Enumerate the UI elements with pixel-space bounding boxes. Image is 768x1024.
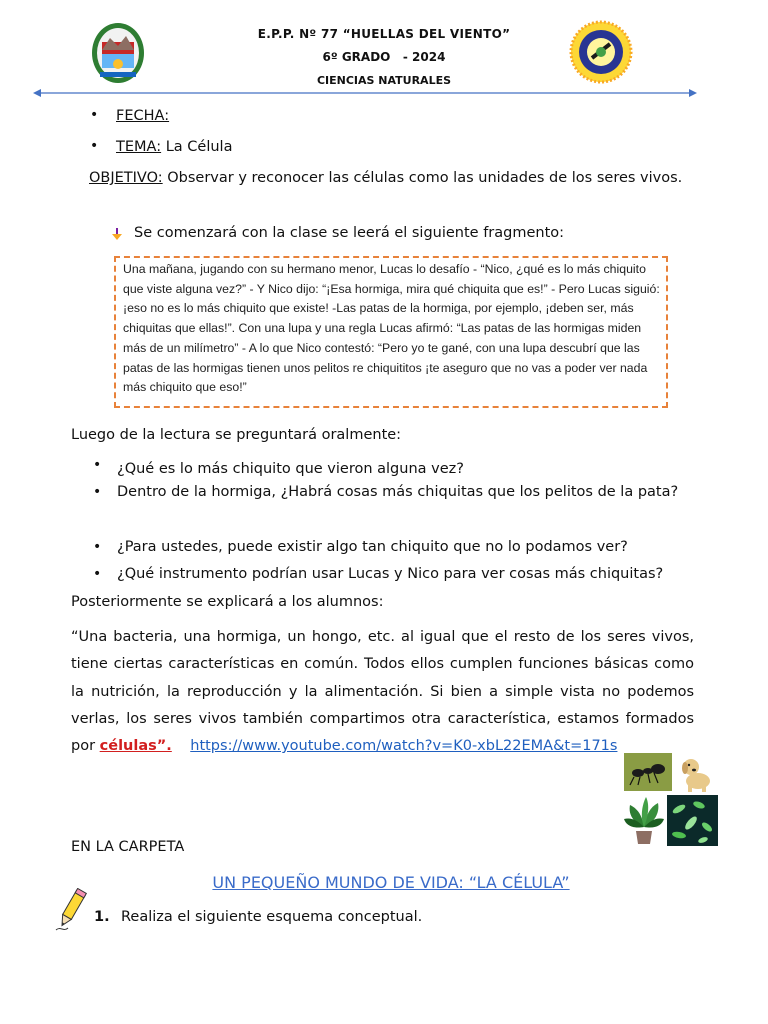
intro-line: Se comenzará con la clase se leerá el siguiente fragmento:: [134, 225, 565, 241]
objetivo-label: OBJETIVO:: [89, 170, 163, 186]
bullet-icon: •: [90, 138, 99, 154]
school-name: E.P.P. Nº 77 “HUELLAS DEL VIENTO”: [257, 27, 511, 41]
tema-label: TEMA:: [116, 139, 162, 155]
youtube-link[interactable]: https://www.youtube.com/watch?v=K0-xbL22EMA&t=171s: [190, 738, 618, 755]
down-arrow-bullet-icon: [111, 226, 123, 240]
dog-image: [674, 753, 716, 793]
section-title: UN PEQUEÑO MUNDO DE VIDA: “LA CÉLULA”: [212, 873, 570, 892]
question-item: ¿Qué es lo más chiquito que vieron alguna vez?: [117, 461, 464, 477]
tema-value: La Célula: [161, 139, 233, 155]
bullet-icon: •: [93, 566, 102, 582]
later-line: Posteriormente se explicará a los alumnos:: [71, 594, 384, 610]
pencil-icon: [54, 888, 88, 932]
cells-highlight: células”.: [99, 738, 172, 755]
fragment-text: Una mañana, jugando con su hermano menor, Lucas lo desafío - “Nico, ¿qué es lo más chiquito que viste alguna vez?” - Y Nico dijo: “¡Esa hormiga, mira qué chiquita que es!” - Pero Lucas siguió: ¡eso no es lo más chiquito que existe! -Las patas de la hormiga, por ejemplo, ¡deben ser, más chiquitas que ellas!”. Con una lupa y una regla Lucas afirmó: “Las patas de las hormigas miden más de un milímetro” - A lo que Nico contestó: “Pero yo te gané, con una lupa descubrí que las patas de las hormigas tienen unos pelitos re chiquititos ¡te aseguro que no vas a poder ver nada más chiquito que eso!”: [123, 262, 660, 395]
bullet-icon: •: [93, 457, 102, 473]
bullet-icon: •: [90, 107, 99, 123]
objetivo-paragraph: [89, 168, 693, 188]
objetivo-text: Observar y reconocer las células como las unidades de los seres vivos.: [162, 170, 683, 186]
explanation-text: “Una bacteria, una hormiga, un hongo, etc. al igual que el resto de los seres vivos, tiene ciertas características en común. Todos ellos cumplen funciones básicas como la nutrición, la reproducción y la alimentación. Si bien a simple vista no podemos verlas, los seres vivos también compartimos otra característica, estamos formados por: [71, 629, 694, 755]
explanation-paragraph: [71, 624, 694, 760]
after-reading-line: Luego de la lectura se preguntará oralmente:: [71, 427, 402, 443]
question-item: ¿Para ustedes, puede existir algo tan chiquito que no lo podamos ver?: [117, 539, 628, 555]
bullet-icon: •: [93, 539, 102, 555]
task-number: 1.: [94, 909, 110, 925]
grade-year: 6º GRADO - 2024: [322, 50, 446, 64]
header-divider-arrow: [33, 84, 697, 96]
fecha-label: FECHA:: [116, 108, 170, 124]
question-item: Dentro de la hormiga, ¿Habrá cosas más chiquitas que los pelitos de la pata?: [117, 484, 679, 500]
carpeta-heading: EN LA CARPETA: [71, 839, 185, 855]
bacteria-image: [667, 795, 718, 846]
subject-title: CIENCIAS NATURALES: [316, 74, 452, 87]
tema-line: [116, 137, 232, 157]
ant-image: [624, 753, 672, 791]
bullet-icon: •: [93, 484, 102, 500]
plant-image: [624, 795, 664, 845]
task-text: Realiza el siguiente esquema conceptual.: [121, 909, 423, 925]
question-item: ¿Qué instrumento podrían usar Lucas y Nico para ver cosas más chiquitas?: [117, 566, 664, 582]
